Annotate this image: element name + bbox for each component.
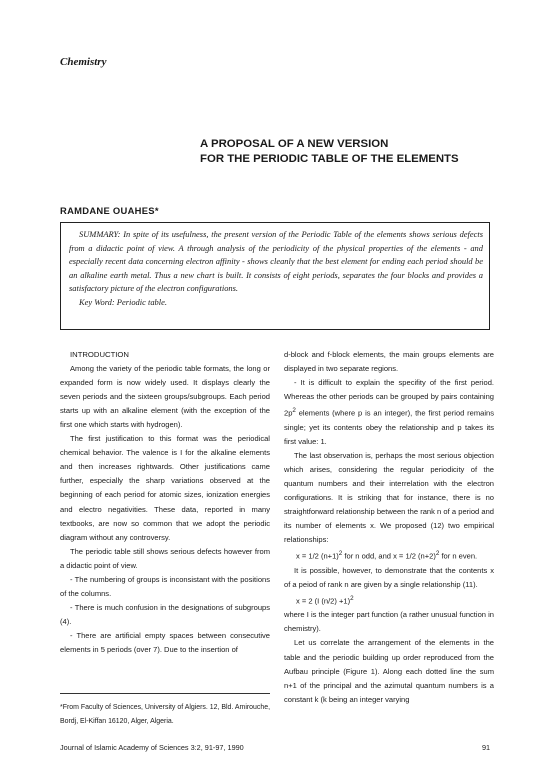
author-name: RAMDANE OUAHES* <box>60 205 159 216</box>
paragraph: It is possible, however, to demonstrate that the contents x of a peiod of rank n are given by a single relationship (11). <box>284 565 494 589</box>
equation <box>284 592 494 609</box>
equation-text: for n odd, and x = 1/2 (n+2) <box>342 551 436 561</box>
section-heading: INTRODUCTION <box>70 350 129 359</box>
equation-text: for n even. <box>439 551 478 561</box>
title-line-1: A PROPOSAL OF A NEW VERSION <box>200 138 389 150</box>
superscript: 2 <box>338 550 343 558</box>
right-column <box>284 348 494 707</box>
journal-citation: Journal of Islamic Academy of Sciences 3:2, 91-97, 1990 <box>60 743 244 752</box>
keywords: Key Word: Periodic table. <box>79 296 167 307</box>
article-title <box>200 137 459 166</box>
page-number: 91 <box>482 743 491 752</box>
paragraph: - There are artificial empty spaces between consecutive elements in 5 periods (over 7). Due to the insertion of <box>60 630 270 654</box>
title-line-2: FOR THE PERIODIC TABLE OF THE ELEMENTS <box>200 152 459 165</box>
equation <box>284 547 494 564</box>
paragraph: Among the variety of the periodic table formats, the long or expanded form is now widely used. It displays clearly the seven periods and the sixteen groups/subgroups. Each period starts up with an alkaline element (with the exception of the first one which starts with hydrogen). <box>60 364 270 430</box>
paragraph: - There is much confusion in the designations of subgroups (4). <box>60 602 270 626</box>
paragraph: d-block and f-block elements, the main groups elements are displayed in two separate regions. <box>284 350 494 374</box>
paragraph: The first justification to this format was the periodical chemical behavior. The valence is I for the alkaline elements and then increases rightwards. Other justifications came further, especially the sharp variations observed at the beginning of each period for atomic sizes, ionization energies and electro negativities. These data, reported in many textbooks, are now so common that we adopt the periodic diagram without any controversy. <box>60 434 270 542</box>
superscript: 2 <box>350 594 354 602</box>
superscript: 2 <box>292 407 296 415</box>
paragraph: Let us correlate the arrangement of the elements in the table and the periodic building up order reproduced from the Aufbau principle (Figure 1). Along each dotted line the sum n+1 of the principal and the azimutal quantum numbers is a constant k (k being an integer varying <box>284 638 494 704</box>
footnote: *From Faculty of Sciences, University of Algiers. 12, Bld. Amirouche, Bordj, El-Kiffan 16120, Alger, Algeria. <box>60 704 270 725</box>
left-column <box>60 348 270 657</box>
paragraph: where I is the integer part function (a rather unusual function in chemistry). <box>284 610 494 634</box>
paragraph: The periodic table still shows serious defects however from a didactic point of view. <box>60 546 270 570</box>
summary-text: SUMMARY: In spite of its usefulness, the present version of the Periodic Table of the elements shows serious defects from a didactic point of view. A through analysis of the periodicity of the physical properties of the elements - and especially recent data concerning electron affinity - shows cleanly that the best element for ending each period should be an alkaline earth metal. Thus a new chart is built. It consists of eight periods, separates the four blocks and provides a satisfactory picture of the electron configurations. <box>69 229 483 294</box>
summary-box <box>60 222 490 330</box>
equation-text: x = 2 (I (n/2) +1) <box>296 596 351 606</box>
section-label: Chemistry <box>60 56 107 68</box>
paragraph: The last observation is, perhaps the most serious objection which arises, considering the regular periodicity of the quantum numbers and their interrelation with the electron configurations. It is striking that for instance, there is no straightforward relationship between the rank n of a period and its number of elements x. We proposed (12) two empirical relationships: <box>284 450 494 545</box>
superscript: 2 <box>435 550 440 558</box>
paragraph <box>284 376 494 449</box>
equation-text: x = 1/2 (n+1) <box>296 551 339 561</box>
paragraph-text: - It is difficult to explain the specifity of the first period. Whereas the other periods can be grouped by pairs containing 2p <box>284 378 494 418</box>
footnote-divider <box>60 693 270 694</box>
paragraph: - The numbering of groups is inconsistant with the positions of the columns. <box>60 574 270 598</box>
paragraph-text: elements (where p is an integer), the first period remains single; yet its contents obey the relationship and p takes its first value: 1. <box>284 408 494 446</box>
